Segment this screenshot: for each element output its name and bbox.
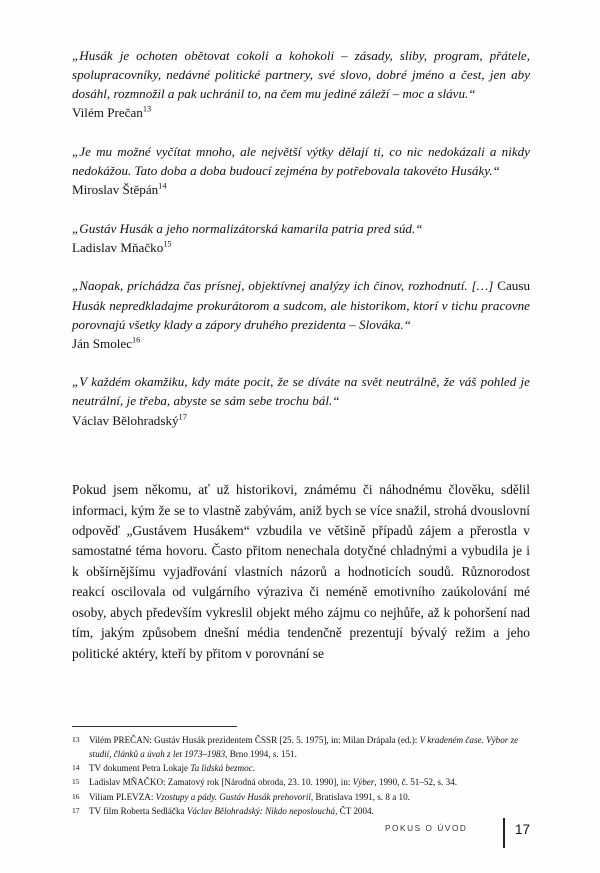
footnote-text-italic: Vzostupy a pády. Gustáv Husák prehovoril	[155, 791, 311, 802]
quote-author: Ján Smolec	[72, 335, 133, 351]
quote-text-part2: Husák nepredkladajme prokurátorom a sudcom, ale historikom, ktorí v tichu pracovne porovnajú všetky klady a zápory druhého prezidenta – Slováka.“	[72, 297, 530, 332]
quote-author: Václav Bělohradský	[72, 412, 179, 428]
quote-block	[72, 219, 530, 258]
footnote-item	[72, 805, 530, 819]
footnote-text-italic: V kradeném čase. Výbor ze studií, článků a úvah z let 1973–1983	[89, 735, 519, 759]
footnote-marker: 14	[158, 181, 167, 191]
footnote-marker: 17	[178, 412, 187, 422]
footnote-text	[89, 791, 530, 805]
quote-text: „Je mu možné vyčítat mnoho, ale největší výtky dělají ti, co nic nedokázali a nikdy nedokážou. Tato doba a doba budoucí zejména by potřebovala takovéto Husáky.“	[72, 143, 530, 179]
footnote-number: 17	[72, 806, 80, 816]
footnote-text	[89, 776, 530, 790]
quote-author: Ladislav Mňačko	[72, 239, 164, 255]
footnote-text-post: , ČT 2004.	[335, 806, 374, 817]
footer-divider	[503, 818, 505, 848]
page-content	[72, 46, 530, 664]
footnote-marker: 15	[163, 239, 172, 249]
page-number: 17	[515, 822, 531, 837]
quote-attribution	[72, 412, 530, 431]
body-paragraph: Pokud jsem někomu, ať už historikovi, známému či náhodnému člověku, sdělil informaci, kým že se to vlastně zabývám, aniž bych se více snažil, strohá dvouslovní odpověď „Gustávem Husákem“ vzbudila ve většině případů zájem a přerostla v samostatné téma hovoru. Často přitom nenechala dotyčné chladnými a vybudila je i k obšírnějšímu vyjadřování vlastních názorů a hodnoticích soudů. Různorodost reakcí oscilovala od vulgárního výraziva či neméně emotivního zaúkolování mé osoby, abych především vykreslil objekt mého zájmu co nejhůře, až k pohoršení nad tím, jakým způsobem dnešní média tendenčně prezentují bývalý režim a jeho politické aktéry, kteří by přitom v porovnání se	[72, 482, 530, 661]
footnote-text-italic: Výber	[352, 777, 375, 788]
quote-attribution	[72, 104, 530, 123]
page-footer	[0, 818, 600, 848]
quote-text: „Gustáv Husák a jeho normalizátorská kamarila patria pred súd.“	[72, 220, 423, 236]
quote-block	[72, 276, 530, 353]
quote-block	[72, 46, 530, 123]
quote-text-part1: „Naopak, prichádza čas prísnej, objektívnej analýzy ich činov, rozhodnutí. […]	[72, 278, 498, 294]
quote-text: „V každém okamžiku, kdy máte pocit, že se díváte na svět neutrálně, že váš pohled je neutrální, je třeba, abyste se sám sebe trochu bál.“	[72, 374, 530, 409]
quote-text: „Husák je ochoten obětovat cokoli a kohokoli – zásady, sliby, program, přátele, spolupracovníky, nedávné politické partnery, své slovo, dobré jméno a čest, jen aby dosáhl, rozmnožil a pak uchránil to, na čem mu jediné záleží – moc a slávu.“	[72, 48, 530, 102]
footnote-text-pre: Vilém PREČAN: Gustáv Husák prezidentem ČSSR [25. 5. 1975], in: Milan Drápala (ed.):	[89, 735, 420, 745]
quote-text-roman: Causu	[497, 278, 530, 294]
footnote-item	[72, 762, 530, 776]
footnote-item	[72, 791, 530, 805]
quote-block	[72, 142, 530, 200]
section-spacer	[72, 449, 530, 480]
footnote-text	[89, 805, 530, 819]
footnote-text-pre: Viliam PLEVZA:	[89, 791, 156, 802]
footnote-item	[72, 734, 530, 762]
footnote-number: 16	[72, 791, 80, 801]
quote-author: Vilém Prečan	[72, 105, 143, 121]
footnote-number: 15	[72, 777, 80, 787]
quote-author: Miroslav Štěpán	[72, 182, 159, 198]
quote-attribution	[72, 239, 530, 258]
footnotes-section	[72, 726, 530, 819]
quote-block	[72, 372, 530, 430]
footnote-text-post: , Brno 1994, s. 151.	[225, 748, 297, 759]
footnote-text	[89, 762, 530, 776]
footnote-text-post: , 1990, č. 51–52, s. 34.	[374, 777, 457, 788]
footnote-marker: 16	[132, 335, 141, 345]
footnote-text-italic: Ta lidská bezmoc	[190, 763, 253, 774]
footnote-number: 14	[72, 763, 80, 773]
quote-attribution	[72, 181, 530, 200]
footnote-text-pre: Ladislav MŇAČKO: Zamatový rok [Národná obroda, 23. 10. 1990], in:	[89, 777, 353, 788]
footnote-text-pre: TV film Roberta Sedláčka	[89, 806, 187, 817]
footnote-text	[89, 734, 530, 762]
footnote-text-pre: TV dokument Petra Lokaje	[89, 763, 191, 774]
running-head: POKUS O ÚVOD	[385, 824, 468, 833]
quote-attribution	[72, 335, 530, 354]
footnote-text-italic: Václav Bělohradský: Nikdo neposlouchá	[186, 806, 336, 817]
footnote-text-post: .	[252, 763, 255, 774]
footnote-item	[72, 776, 530, 790]
quote-text	[72, 276, 530, 333]
footnote-marker: 13	[142, 104, 152, 114]
footnote-number: 13	[72, 735, 80, 744]
footnote-text-post: , Bratislava 1991, s. 8 a 10.	[310, 791, 410, 802]
footnote-separator-rule	[72, 726, 237, 727]
